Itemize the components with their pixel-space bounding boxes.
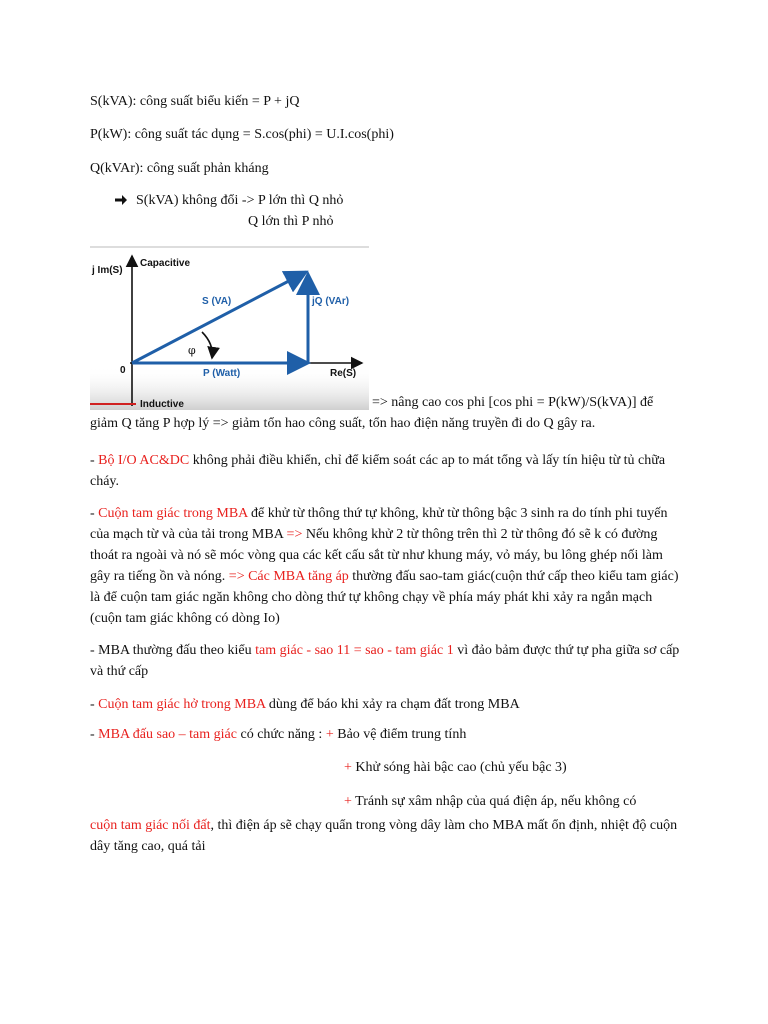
paragraph-open-delta: - Cuộn tam giác hở trong MBA dùng để báo khi xảy ra chạm đất trong MBA — [90, 697, 520, 712]
s-label: S (VA) — [202, 296, 232, 307]
cos-phi-line-2: giảm Q tăng P hợp lý => giảm tổn hao công suất, tổn hao điện năng truyền đi do Q gây ra. — [90, 416, 596, 431]
step-up-term: => Các MBA tăng áp — [228, 569, 349, 584]
connection-term: tam giác - sao 11 = sao - tam giác 1 — [255, 643, 454, 658]
paragraph-connection-type: - MBA thường đấu theo kiểu tam giác - sao 11 = sao - tam giác 1 vì đảo bảm được thứ tự pha giữa sơ cấp và thứ cấp — [90, 643, 680, 679]
jq-label: jQ (VAr) — [312, 296, 350, 307]
power-triangle-diagram — [90, 246, 369, 410]
paragraph-star-delta: - MBA đấu sao – tam giác có chức năng : + Bảo vệ điểm trung tính — [90, 727, 467, 742]
definition-s: S(kVA): công suất biểu kiến = P + jQ — [90, 94, 300, 109]
function-item-3-continued: cuộn tam giác nối đất, thì điện áp sẽ chạy quẩn trong vòng dây làm cho MBA mất ổn định, nhiệt độ cuộn dây tăng cao, quá tải — [90, 818, 678, 854]
function-item-3: + Tránh sự xâm nhập của quá điện áp, nếu không có — [344, 794, 637, 809]
capacitive-label: Capacitive — [140, 258, 191, 269]
conclusion-line-2: Q lớn thì P nhỏ — [248, 214, 334, 229]
star-delta-term: MBA đấu sao – tam giác — [98, 727, 237, 742]
paragraph-delta-winding: - Cuộn tam giác trong MBA để khử từ thông thứ tự không, khử từ thông bậc 3 sinh ra do tính phi tuyến của mạch từ và của tải trong MBA => Nếu không khử 2 từ thông trên thì 2 từ thông đó sẽ k có đường thoát ra ngoài và nó sẽ móc vòng qua các kết cấu sắt từ như khung máy, vỏ máy, bu lông ghép nối làm gây ra tiếng ồn và nóng. => Các MBA tăng áp thường đấu sao-tam giác(cuộn thứ cấp theo kiểu tam giác) là để cuộn tam giác ngăn không cho dòng thứ tự không chạy về phía máy phát khi xảy ra ngắn mạch (cuộn tam giác không có dòng Io) — [90, 506, 679, 626]
arrow-icon — [114, 193, 128, 212]
definition-q: Q(kVAr): công suất phản kháng — [90, 161, 269, 176]
definition-p: P(kW): công suất tác dụng = S.cos(phi) = U.I.cos(phi) — [90, 127, 394, 142]
io-term: Bộ I/O AC&DC — [98, 453, 190, 468]
conclusion-line-1: S(kVA) không đổi -> P lớn thì Q nhỏ — [136, 193, 344, 208]
paragraph-io: - Bộ I/O AC&DC không phải điều khiển, chỉ để kiểm soát các ap to mát tổng và lấy tín hiệu từ tủ chữa cháy. — [90, 453, 666, 489]
phi-label: φ — [188, 344, 196, 357]
origin-label: 0 — [120, 365, 126, 376]
open-delta-term: Cuộn tam giác hở trong MBA — [98, 697, 266, 712]
function-item-2: + Khử sóng hài bậc cao (chủ yếu bậc 3) — [344, 760, 567, 775]
x-axis-label: Re(S) — [330, 368, 357, 379]
grounded-delta-term: cuộn tam giác nối đất — [90, 818, 211, 833]
y-axis-label: j Im(S) — [92, 265, 123, 276]
p-label: P (Watt) — [203, 368, 241, 379]
delta-winding-term: Cuộn tam giác trong MBA — [98, 506, 248, 521]
cos-phi-line-1: => nâng cao cos phi [cos phi = P(kW)/S(kVA)] để — [372, 395, 654, 410]
inductive-label: Inductive — [140, 399, 184, 410]
